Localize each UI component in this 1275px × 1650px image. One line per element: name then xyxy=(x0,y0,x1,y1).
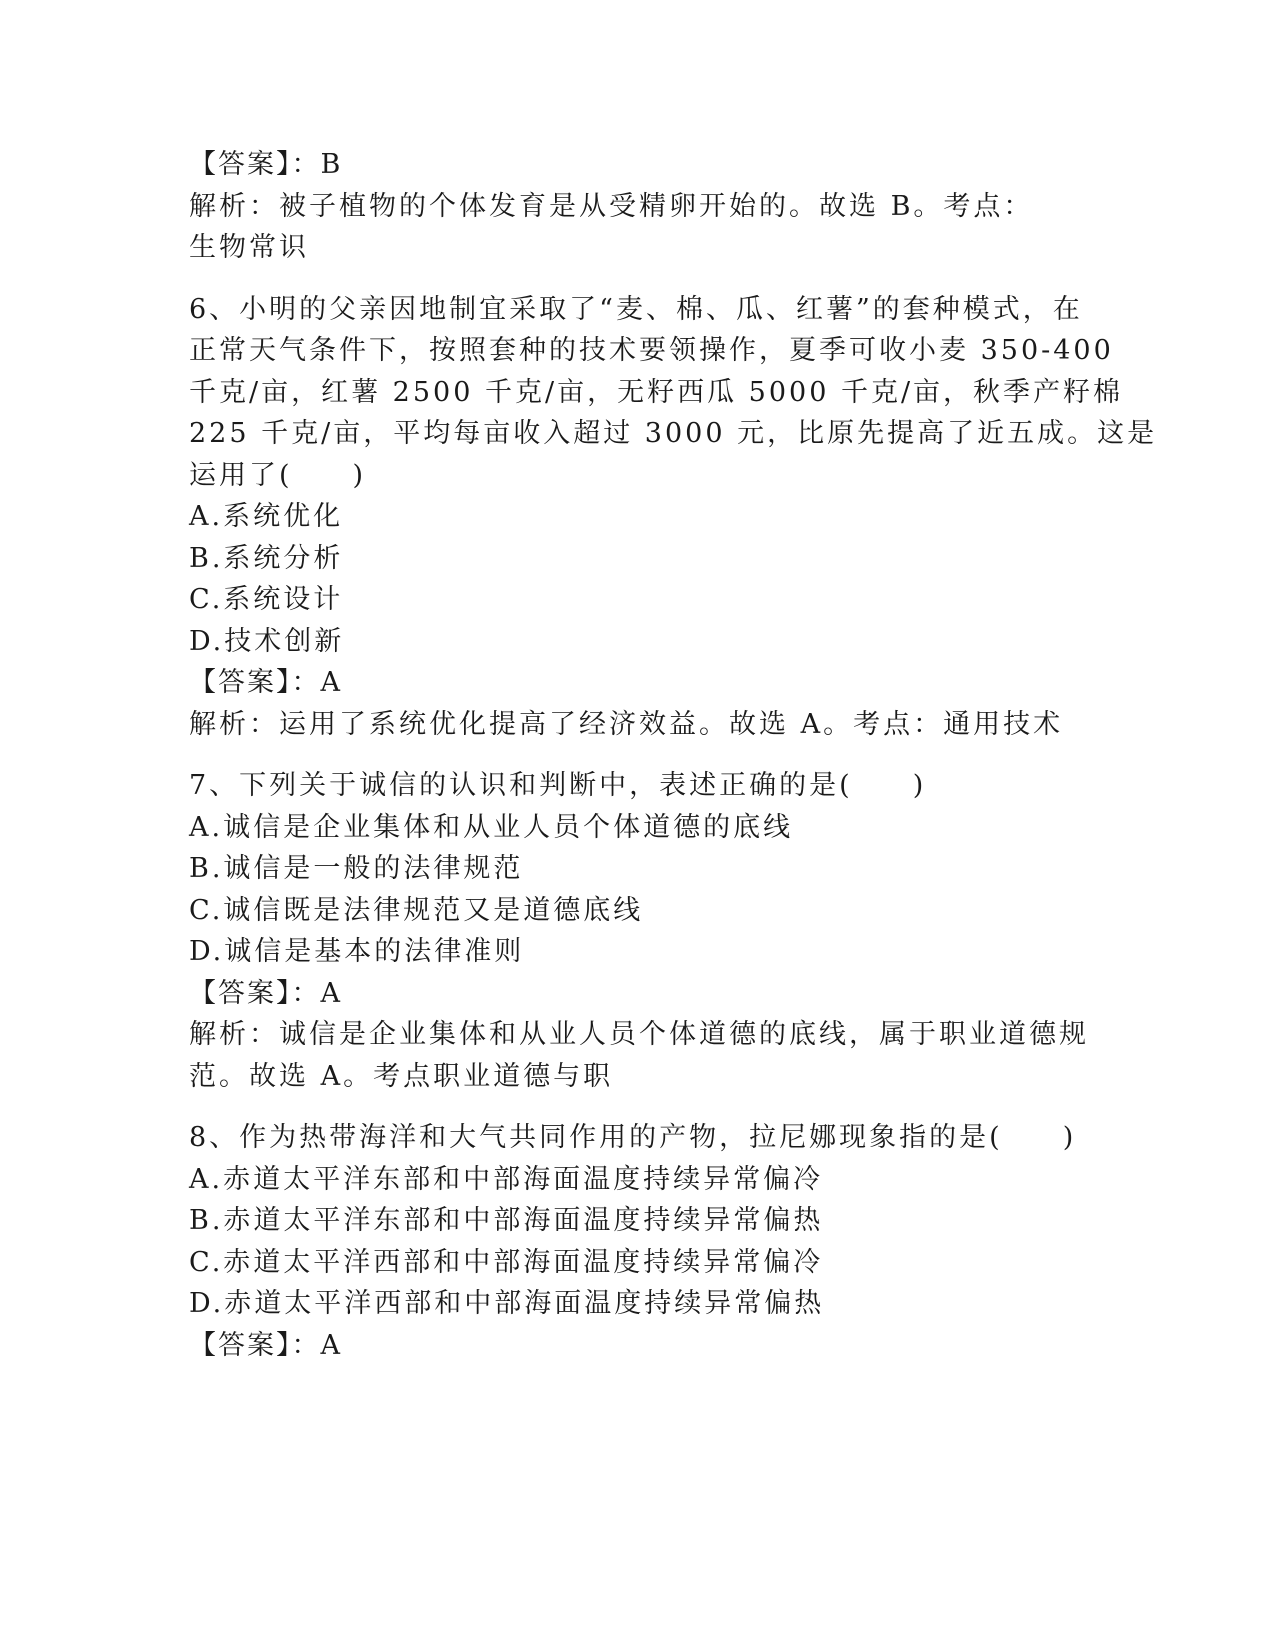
question-stem-line: 千克/亩，红薯 2500 千克/亩，无籽西瓜 5000 千克/亩，秋季产籽棉 xyxy=(189,376,1124,408)
analysis-text: 解析：运用了系统优化提高了经济效益。故选 A。考点：通用技术 xyxy=(189,708,1064,740)
answer-line: 【答案】：A xyxy=(189,1329,342,1361)
option-b: B.赤道太平洋东部和中部海面温度持续异常偏热 xyxy=(189,1205,824,1236)
section-gap xyxy=(189,745,1089,765)
question-stem-line: 8、作为热带海洋和大气共同作用的产物，拉尼娜现象指的是( ) xyxy=(189,1122,1077,1153)
question-stem-line: 运用了( ) xyxy=(189,459,367,491)
analysis-text: 范。故选 A。考点职业道德与职 xyxy=(189,1060,614,1092)
option-d: D.技术创新 xyxy=(189,625,345,657)
question-stem-line: 正常天气条件下，按照套种的技术要领操作，夏季可收小麦 350-400 xyxy=(189,335,1114,366)
page-content xyxy=(189,144,1158,1366)
question-8 xyxy=(189,1117,1089,1366)
section-gap xyxy=(189,269,1089,289)
section-gap xyxy=(189,1097,1089,1117)
answer-line: 【答案】：A xyxy=(189,977,342,1009)
option-b: B.系统分析 xyxy=(189,542,344,574)
option-c: C.诚信既是法律规范又是道德底线 xyxy=(189,894,644,926)
question-stem-line: 6、小明的父亲因地制宜采取了“麦、棉、瓜、红薯”的套种模式，在 xyxy=(189,293,1083,325)
question-stem-line: 7、下列关于诚信的认识和判断中，表述正确的是( ) xyxy=(189,770,927,801)
option-a: A.赤道太平洋东部和中部海面温度持续异常偏冷 xyxy=(189,1163,824,1195)
option-c: C.系统设计 xyxy=(189,584,344,615)
option-d: D.赤道太平洋西部和中部海面温度持续异常偏热 xyxy=(189,1288,825,1319)
option-c: C.赤道太平洋西部和中部海面温度持续异常偏冷 xyxy=(189,1246,824,1278)
answer-line: 【答案】：B xyxy=(189,149,343,180)
option-a: A.诚信是企业集体和从业人员个体道德的底线 xyxy=(189,811,794,843)
question-5-tail xyxy=(189,144,1089,269)
answer-line: 【答案】：A xyxy=(189,667,342,698)
analysis-text: 解析：被子植物的个体发育是从受精卵开始的。故选 B。考点：生物常识 xyxy=(189,190,1034,263)
question-stem-line: 225 千克/亩，平均每亩收入超过 3000 元，比原先提高了近五成。这是 xyxy=(189,418,1158,449)
question-6 xyxy=(189,289,1158,746)
analysis-text: 解析：诚信是企业集体和从业人员个体道德的底线，属于职业道德规 xyxy=(189,1019,1089,1050)
option-a: A.系统优化 xyxy=(189,501,344,532)
question-7 xyxy=(189,765,1089,1097)
option-b: B.诚信是一般的法律规范 xyxy=(189,853,524,884)
option-d: D.诚信是基本的法律准则 xyxy=(189,936,525,967)
